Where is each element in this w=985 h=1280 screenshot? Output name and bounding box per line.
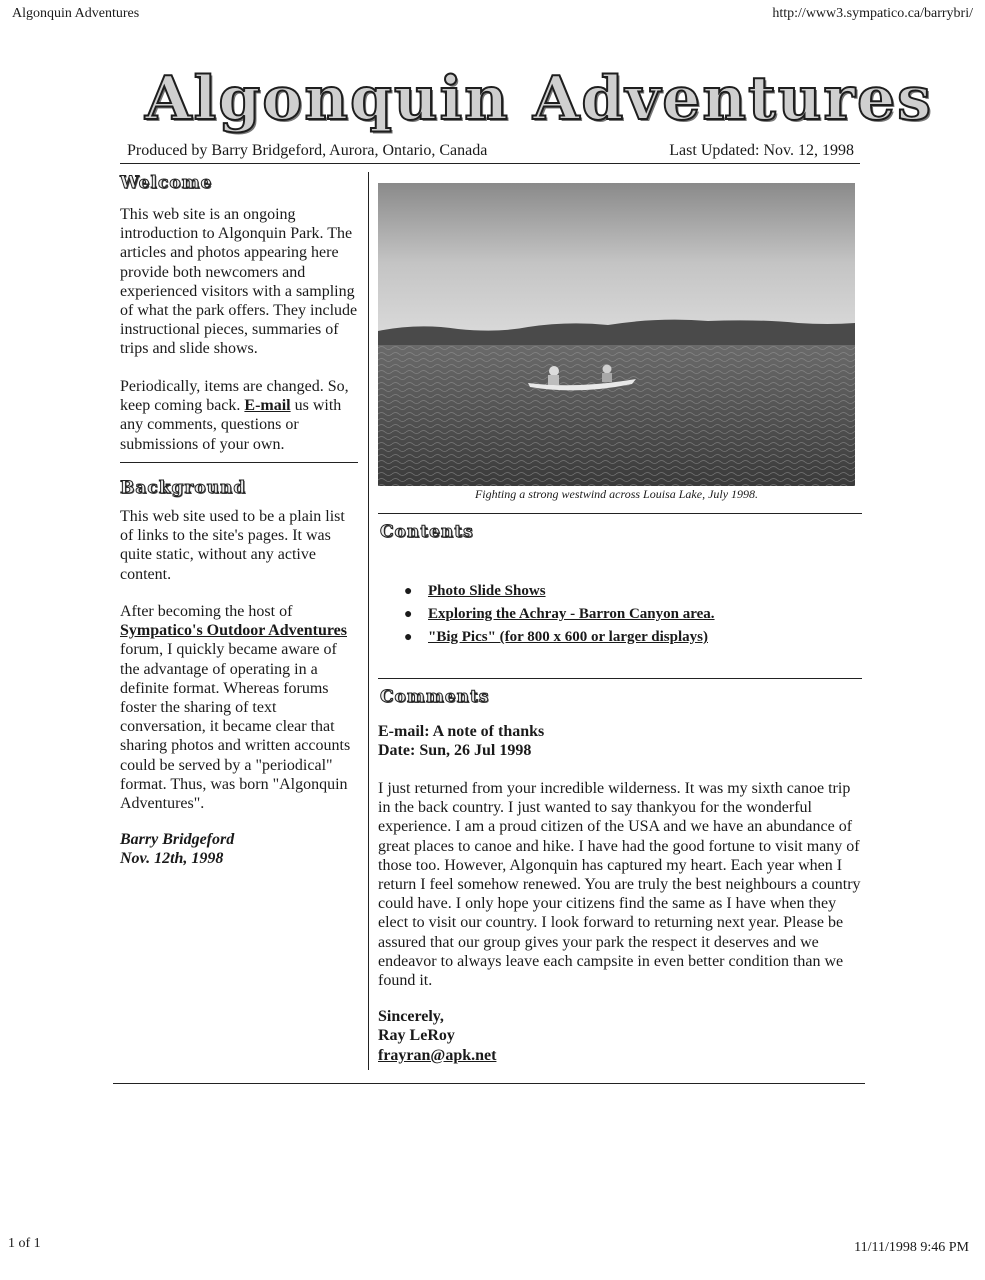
signature-name: Barry Bridgeford (120, 831, 235, 848)
print-page-count: 1 of 1 (8, 1236, 41, 1251)
comment-body: I just returned from your incredible wilderness. It was my sixth canoe trip in the back country. I just wanted to say thankyou for the wonderful experience. I am a proud citizen of the USA and we have an abundance of great places to canoe and hike. I have had the good fortune to visit many of those too. However, Algonquin has captured my heart. Each year when I return I feel somehow renewed. You are truly the best neighbours a country could have. I only hope your citizens find the same as I have when they elect to visit our country. I look forward to returning next year. Please be assured that our group gives your park the respect it deserves and we endeavor to always leave each campsite in even better condition than we found it. (378, 780, 861, 990)
header-divider (120, 163, 860, 164)
big-pics-link[interactable]: "Big Pics" (for 800 x 600 or larger displays) (428, 629, 708, 645)
author-email-link[interactable]: frayran@apk.net (378, 1047, 497, 1064)
comment-subject: E-mail: A note of thanks (378, 723, 545, 740)
background-paragraph: This web site used to be a plain list of links to the site's pages. It was quite static, without any active content. (120, 508, 345, 583)
contents-heading: Contents (380, 522, 474, 542)
left-divider (120, 462, 358, 463)
comment-date: Date: Sun, 26 Jul 1998 (378, 742, 532, 759)
column-divider (368, 172, 369, 1070)
print-page-title: Algonquin Adventures (12, 6, 140, 21)
bullet-icon: ● (404, 584, 413, 599)
canoe-lake-photo-image (378, 183, 855, 486)
welcome-paragraph-2: Periodically, items are changed. So, keep coming back. E-mail us with any comments, questions or submissions of your own. (120, 378, 349, 453)
photo-divider (378, 513, 862, 514)
comments-heading: Comments (380, 687, 490, 707)
contents-item (404, 603, 715, 626)
canoe-lake-photo (378, 183, 855, 486)
last-updated: Last Updated: Nov. 12, 1998 (669, 142, 854, 159)
contents-item (404, 580, 715, 603)
photo-caption: Fighting a strong westwind across Louisa Lake, July 1998. (474, 487, 759, 501)
background-paragraph-2: After becoming the host of Sympatico's Outdoor Adventures forum, I quickly became aware of the advantage of operating in a definite format. Whereas forums foster the sharing of text conversation, it became clear that sharing photos and written accounts could be served by a "periodical" format. Thus, was born "Algonquin Adventures". (120, 603, 351, 813)
background-heading: Background (120, 478, 247, 498)
email-link[interactable]: E-mail (244, 397, 291, 415)
welcome-heading: Welcome (120, 173, 213, 193)
byline: Produced by Barry Bridgeford, Aurora, Ontario, Canada (127, 142, 488, 159)
contents-divider (378, 678, 862, 679)
footer-divider (113, 1083, 865, 1084)
achray-barron-canyon-link[interactable]: Exploring the Achray - Barron Canyon area. (428, 606, 715, 622)
print-timestamp: 11/11/1998 9:46 PM (854, 1240, 969, 1255)
welcome-paragraph: This web site is an ongoing introduction to Algonquin Park. The articles and photos appearing here provide both newcomers and experienced visitors with a sampling of what the park offers. They include instructional pieces, summaries of trips and slide shows. (120, 206, 358, 358)
bullet-icon: ● (404, 630, 413, 645)
signature-date: Nov. 12th, 1998 (120, 850, 224, 867)
bullet-icon: ● (404, 607, 413, 622)
photo-slide-shows-link[interactable]: Photo Slide Shows (428, 583, 546, 599)
contents-item (404, 626, 715, 649)
site-banner-logo: Algonquin Adventures (145, 64, 933, 134)
comment-email-line (378, 1046, 864, 1065)
comment-author: Ray LeRoy (378, 1027, 455, 1044)
contents-list (400, 580, 715, 649)
comment-closing: Sincerely, (378, 1008, 444, 1025)
sympatico-outdoor-adventures-link[interactable]: Sympatico's Outdoor Adventures (120, 622, 347, 640)
print-url: http://www3.sympatico.ca/barrybri/ (772, 6, 973, 21)
